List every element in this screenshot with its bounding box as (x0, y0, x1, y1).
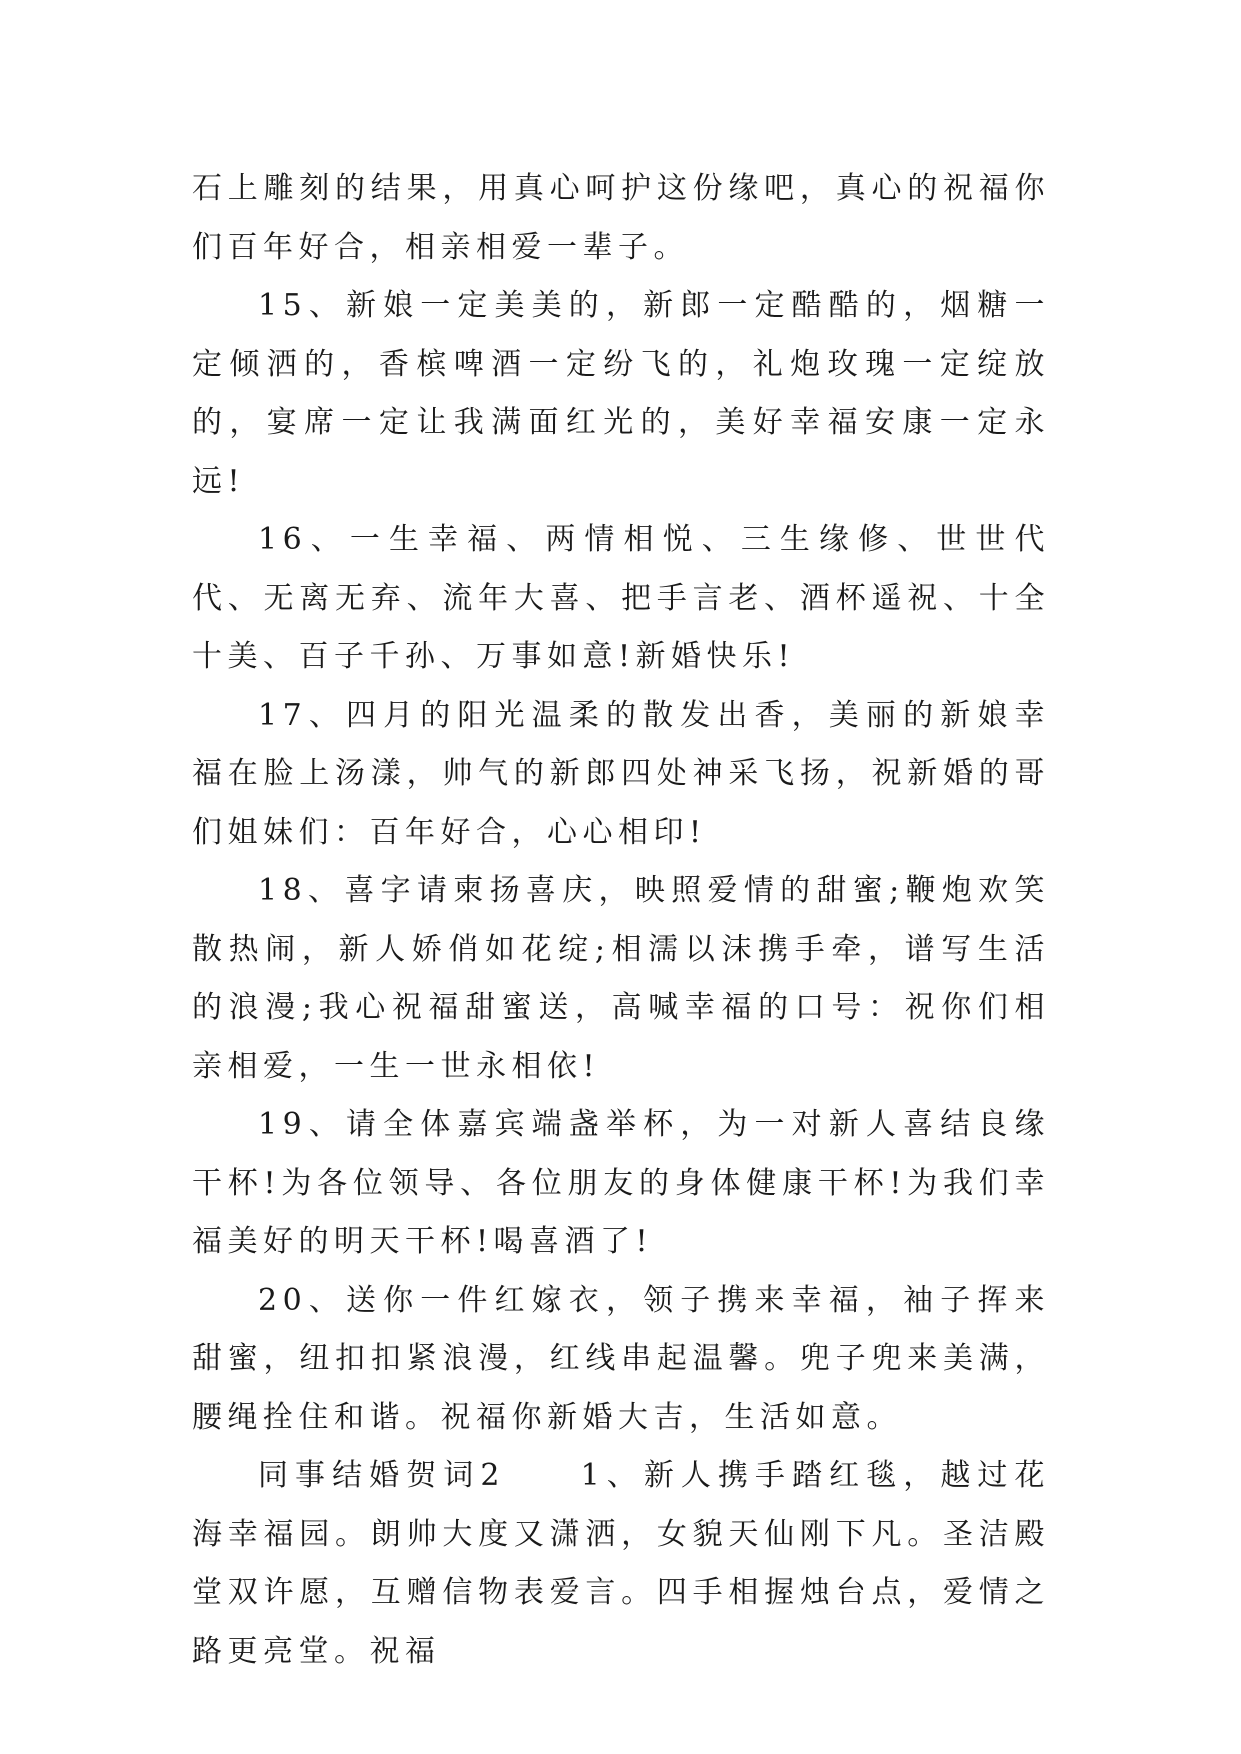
paragraph-section-2: 同事结婚贺词2 1、新人携手踏红毯，越过花海幸福园。朗帅大度又潇洒，女貌天仙刚下凡。圣洁殿堂双许愿，互赠信物表爱言。四手相握烛台点，爱情之路更亮堂。祝福 (192, 1458, 1050, 1669)
document-body (192, 160, 1050, 1681)
paragraph-item-18: 18、喜字请柬扬喜庆，映照爱情的甜蜜;鞭炮欢笑散热闹，新人娇俏如花绽;相濡以沫携手牵，谱写生活的浪漫;我心祝福甜蜜送，高喊幸福的口号：祝你们相亲相爱，一生一世永相依! (192, 873, 1050, 1084)
paragraph-item-19: 19、请全体嘉宾端盏举杯，为一对新人喜结良缘干杯!为各位领导、各位朋友的身体健康干杯!为我们幸福美好的明天干杯!喝喜酒了! (192, 1107, 1050, 1259)
paragraph-item-16: 16、一生幸福、两情相悦、三生缘修、世世代代、无离无弃、流年大喜、把手言老、酒杯遥祝、十全十美、百子千孙、万事如意!新婚快乐! (192, 522, 1050, 674)
paragraph-item-17: 17、四月的阳光温柔的散发出香，美丽的新娘幸福在脸上汤漾，帅气的新郎四处神采飞扬，祝新婚的哥们姐妹们：百年好合，心心相印! (192, 697, 1050, 850)
paragraph-item-20: 20、送你一件红嫁衣，领子携来幸福，袖子挥来甜蜜，纽扣扣紧浪漫，红线串起温馨。兜子兜来美满，腰绳拴住和谐。祝福你新婚大吉，生活如意。 (192, 1282, 1050, 1435)
paragraph-continuation: 石上雕刻的结果，用真心呵护这份缘吧，真心的祝福你们百年好合，相亲相爱一辈子。 (192, 171, 1050, 265)
paragraph-item-15: 15、新娘一定美美的，新郎一定酷酷的，烟糖一定倾洒的，香槟啤酒一定纷飞的，礼炮玫瑰一定绽放的，宴席一定让我满面红光的，美好幸福安康一定永远! (192, 288, 1050, 499)
